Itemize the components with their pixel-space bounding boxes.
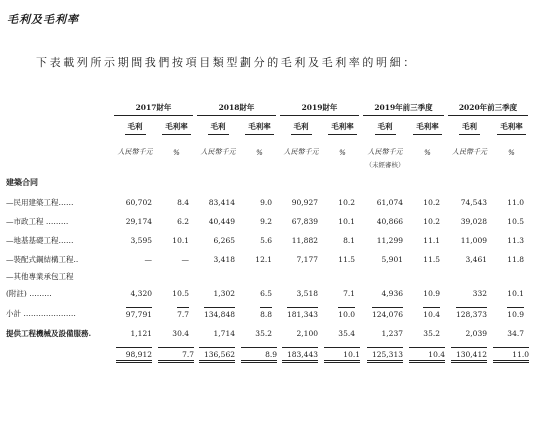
row-label: —其他專業承包工程 bbox=[6, 271, 74, 281]
table-row-total bbox=[6, 343, 530, 367]
cell: 3,518 bbox=[296, 288, 318, 298]
col-gross-margin: 毛利率 bbox=[493, 116, 530, 135]
cell: 10.2 bbox=[423, 217, 440, 226]
unaudited-note: （未經審核） bbox=[365, 160, 405, 169]
cell: 134,848 bbox=[195, 303, 241, 323]
cell: 3,461 bbox=[465, 255, 487, 264]
row-label: 提供工程機械及設備服務. bbox=[6, 328, 92, 338]
cell: 11.1 bbox=[423, 236, 440, 245]
cell: 10.0 bbox=[324, 303, 361, 323]
cell: 11.8 bbox=[507, 255, 524, 264]
cell: 74,543 bbox=[460, 198, 487, 207]
period-2018: 2018財年 bbox=[195, 101, 278, 116]
table-row-steel bbox=[6, 250, 530, 269]
cell: 29,174 bbox=[125, 217, 152, 226]
unit-rmb: 人民幣千元 bbox=[283, 148, 319, 156]
cell: 98,912 bbox=[112, 343, 158, 367]
cell: 4,936 bbox=[381, 288, 403, 298]
cell: 83,414 bbox=[208, 198, 235, 207]
cell: 332 bbox=[472, 288, 487, 298]
col-gross-margin: 毛利率 bbox=[324, 116, 361, 135]
cell: 10.1 bbox=[324, 343, 361, 367]
cell: 8.8 bbox=[241, 303, 278, 323]
cell: 10.9 bbox=[493, 303, 530, 323]
column-header-row bbox=[6, 116, 530, 135]
col-gross-margin: 毛利率 bbox=[158, 116, 195, 135]
cell: 128,373 bbox=[446, 303, 493, 323]
table-row-civil bbox=[6, 193, 530, 212]
cell: 7.7 bbox=[158, 343, 195, 367]
cell: 10.4 bbox=[409, 343, 446, 367]
cell: 1,302 bbox=[213, 288, 235, 298]
row-label: —地基基礎工程…… bbox=[6, 236, 74, 245]
cell: 2,039 bbox=[465, 328, 487, 338]
cell: 10.1 bbox=[507, 288, 524, 298]
cell: 10.2 bbox=[423, 198, 440, 207]
intro-text: 下表載列所示期間我們按項目類型劃分的毛利及毛利率的明細： bbox=[36, 56, 417, 69]
cell: — bbox=[181, 255, 189, 264]
cell: 10.4 bbox=[409, 303, 446, 323]
col-gross-profit: 毛利 bbox=[361, 116, 409, 135]
unit-rmb: 人民幣千元 bbox=[117, 148, 153, 156]
col-gross-profit: 毛利 bbox=[112, 116, 158, 135]
cell: 10.5 bbox=[507, 217, 524, 226]
row-label: (附註) ……… bbox=[6, 288, 52, 298]
period-2019-q3: 2019年前三季度 bbox=[361, 101, 446, 116]
cell: 7.7 bbox=[158, 303, 195, 323]
unit-rmb: 人民幣千元 bbox=[452, 148, 487, 156]
cell: 11.0 bbox=[493, 343, 530, 367]
col-gross-profit: 毛利 bbox=[195, 116, 241, 135]
unaudited-row bbox=[6, 157, 530, 171]
cell: 1,237 bbox=[381, 328, 403, 338]
cell: 9.0 bbox=[260, 198, 272, 207]
cell: 10.2 bbox=[338, 198, 355, 207]
cell: 181,343 bbox=[278, 303, 324, 323]
unit-rmb: 人民幣千元 bbox=[367, 148, 403, 156]
col-gross-margin: 毛利率 bbox=[241, 116, 278, 135]
period-2019: 2019財年 bbox=[278, 101, 361, 116]
unit-percent: % bbox=[508, 149, 515, 157]
cell: 6.2 bbox=[177, 217, 189, 226]
cell: 61,074 bbox=[376, 198, 403, 207]
unit-percent: % bbox=[256, 149, 263, 157]
cell: 35.4 bbox=[338, 328, 355, 338]
cell: 5.6 bbox=[260, 236, 272, 245]
cell: 11.3 bbox=[507, 236, 524, 245]
section-title: 毛利及毛利率 bbox=[7, 13, 79, 26]
cell: 11,882 bbox=[291, 236, 318, 245]
cell: — bbox=[144, 255, 152, 264]
cell: 12.1 bbox=[255, 255, 272, 264]
units-row bbox=[6, 135, 530, 157]
cell: 35.2 bbox=[255, 328, 272, 338]
cell: 10.5 bbox=[172, 288, 189, 298]
cell: 124,076 bbox=[361, 303, 409, 323]
cell: 11,299 bbox=[376, 236, 403, 245]
construction-contracts-heading: 建築合同 bbox=[6, 176, 38, 187]
cell: 183,443 bbox=[278, 343, 324, 367]
cell: 40,866 bbox=[376, 217, 403, 226]
cell: 30.4 bbox=[172, 328, 189, 338]
cell: 7,177 bbox=[296, 255, 318, 264]
cell: 1,121 bbox=[130, 328, 152, 338]
cell: 11,009 bbox=[460, 236, 487, 245]
row-label: —市政工程 ……… bbox=[6, 217, 69, 226]
row-label: —裝配式鋼結構工程.. bbox=[6, 255, 79, 264]
cell: 97,791 bbox=[112, 303, 158, 323]
col-gross-profit: 毛利 bbox=[278, 116, 324, 135]
unit-percent: % bbox=[173, 149, 180, 157]
cell: 4,320 bbox=[130, 288, 152, 298]
cell: 8.9 bbox=[241, 343, 278, 367]
table-row-subtotal bbox=[6, 303, 530, 323]
cell: 125,313 bbox=[361, 343, 409, 367]
cell: 3,595 bbox=[130, 236, 152, 245]
cell: 11.5 bbox=[338, 255, 355, 264]
row-label: 小計 ………………… bbox=[6, 308, 76, 318]
cell: 39,028 bbox=[460, 217, 487, 226]
cell: 90,927 bbox=[291, 198, 318, 207]
row-label: —民用建築工程…… bbox=[6, 198, 74, 207]
cell: 5,901 bbox=[381, 255, 403, 264]
gross-profit-table bbox=[6, 101, 530, 367]
cell: 67,839 bbox=[291, 217, 318, 226]
cell: 6,265 bbox=[213, 236, 235, 245]
cell: 11.0 bbox=[507, 198, 524, 207]
section-heading-row bbox=[6, 171, 530, 193]
cell: 34.7 bbox=[507, 328, 524, 338]
unit-rmb: 人民幣千元 bbox=[200, 148, 236, 156]
period-2017: 2017財年 bbox=[112, 101, 195, 116]
cell: 40,449 bbox=[208, 217, 235, 226]
table-row-municipal bbox=[6, 212, 530, 231]
cell: 9.2 bbox=[260, 217, 272, 226]
cell: 8.1 bbox=[343, 236, 355, 245]
cell: 1,714 bbox=[213, 328, 235, 338]
cell: 130,412 bbox=[446, 343, 493, 367]
unit-percent: % bbox=[424, 149, 431, 157]
unit-percent: % bbox=[339, 149, 346, 157]
table-row-other-label bbox=[6, 269, 530, 283]
cell: 11.5 bbox=[423, 255, 440, 264]
cell: 6.5 bbox=[260, 288, 272, 298]
cell: 35.2 bbox=[423, 328, 440, 338]
cell: 10.1 bbox=[338, 217, 355, 226]
cell: 3,418 bbox=[213, 255, 235, 264]
cell: 10.1 bbox=[172, 236, 189, 245]
col-gross-profit: 毛利 bbox=[446, 116, 493, 135]
cell: 136,562 bbox=[195, 343, 241, 367]
cell: 2,100 bbox=[296, 328, 318, 338]
table-row-other bbox=[6, 283, 530, 303]
cell: 10.9 bbox=[423, 288, 440, 298]
period-header-row bbox=[6, 101, 530, 116]
cell: 60,702 bbox=[125, 198, 152, 207]
cell: 8.4 bbox=[177, 198, 189, 207]
table-row-equipment bbox=[6, 323, 530, 343]
cell: 7.1 bbox=[343, 288, 355, 298]
col-gross-margin: 毛利率 bbox=[409, 116, 446, 135]
table-row-foundation bbox=[6, 231, 530, 250]
period-2020-q3: 2020年前三季度 bbox=[446, 101, 530, 116]
